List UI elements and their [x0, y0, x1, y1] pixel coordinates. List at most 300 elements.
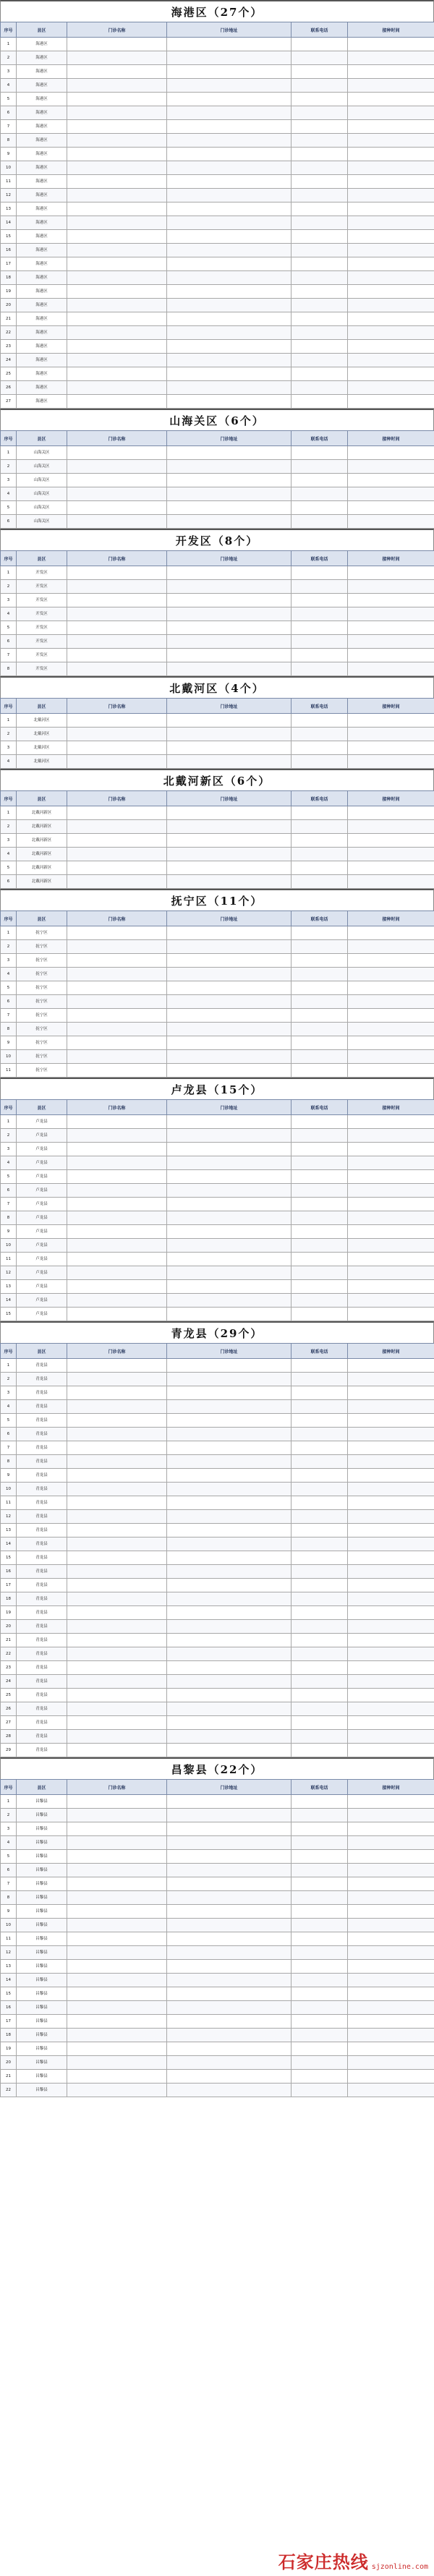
county-cell: 青龙县: [17, 1634, 67, 1647]
table-header-row: [1, 1780, 434, 1795]
clinic-address-cell: [167, 271, 292, 285]
table-row: [1, 714, 434, 728]
phone-cell: [292, 1850, 348, 1864]
phone-cell: [292, 861, 348, 875]
hours-cell: [348, 1400, 434, 1414]
table-row: [1, 848, 434, 861]
clinic-address-cell: [167, 1386, 292, 1400]
hours-cell: [348, 216, 434, 230]
clinic-name-cell: [67, 1386, 167, 1400]
column-header: 门诊地址: [167, 791, 292, 806]
hours-cell: [348, 1170, 434, 1184]
hours-cell: [348, 1987, 434, 2001]
hours-cell: [348, 1836, 434, 1850]
row-number: 11: [1, 1064, 17, 1078]
table-row: [1, 1592, 434, 1606]
clinic-name-cell: [67, 728, 167, 741]
phone-cell: [292, 354, 348, 367]
table-row: [1, 38, 434, 51]
clinic-table: [0, 550, 434, 676]
section-title: 海港区（27个）: [0, 0, 434, 22]
phone-cell: [292, 580, 348, 594]
clinic-name-cell: [67, 354, 167, 367]
county-cell: 海港区: [17, 38, 67, 51]
clinic-address-cell: [167, 1960, 292, 1974]
table-row: [1, 216, 434, 230]
table-row: [1, 65, 434, 79]
clinic-address-cell: [167, 1647, 292, 1661]
county-cell: 昌黎县: [17, 1850, 67, 1864]
table-row: [1, 1414, 434, 1428]
row-number: 18: [1, 1592, 17, 1606]
clinic-name-cell: [67, 1809, 167, 1822]
clinic-name-cell: [67, 299, 167, 312]
clinic-name-cell: [67, 820, 167, 834]
section-title: 抚宁区（11个）: [0, 889, 434, 910]
phone-cell: [292, 1702, 348, 1716]
hours-cell: [348, 1294, 434, 1308]
clinic-name-cell: [67, 1675, 167, 1689]
clinic-address-cell: [167, 354, 292, 367]
row-number: 26: [1, 381, 17, 395]
hours-cell: [348, 2042, 434, 2056]
row-number: 11: [1, 175, 17, 189]
clinic-name-cell: [67, 1592, 167, 1606]
row-number: 13: [1, 1524, 17, 1538]
table-row: [1, 1023, 434, 1036]
county-cell: 昌黎县: [17, 2042, 67, 2056]
clinic-name-cell: [67, 1225, 167, 1239]
table-row: [1, 1496, 434, 1510]
clinic-name-cell: [67, 1647, 167, 1661]
clinic-address-cell: [167, 1744, 292, 1757]
table-row: [1, 741, 434, 755]
hours-cell: [348, 1702, 434, 1716]
hours-cell: [348, 968, 434, 981]
county-cell: 青龙县: [17, 1359, 67, 1373]
phone-cell: [292, 367, 348, 381]
row-number: 1: [1, 714, 17, 728]
clinic-name-cell: [67, 1579, 167, 1592]
column-header: 县区: [17, 551, 67, 566]
clinic-address-cell: [167, 2070, 292, 2084]
table-row: [1, 244, 434, 257]
phone-cell: [292, 1400, 348, 1414]
clinic-name-cell: [67, 189, 167, 202]
clinic-address-cell: [167, 51, 292, 65]
clinic-name-cell: [67, 1496, 167, 1510]
phone-cell: [292, 728, 348, 741]
hours-cell: [348, 1469, 434, 1483]
hours-cell: [348, 954, 434, 968]
phone-cell: [292, 244, 348, 257]
table-row: [1, 51, 434, 65]
clinic-name-cell: [67, 446, 167, 460]
hours-cell: [348, 1551, 434, 1565]
clinic-address-cell: [167, 1143, 292, 1156]
row-number: 2: [1, 1373, 17, 1386]
table-row: [1, 2042, 434, 2056]
row-number: 6: [1, 875, 17, 889]
table-row: [1, 1115, 434, 1129]
county-cell: 北戴河区: [17, 728, 67, 741]
county-cell: 海港区: [17, 79, 67, 93]
hours-cell: [348, 1592, 434, 1606]
hours-cell: [348, 1036, 434, 1050]
clinic-address-cell: [167, 728, 292, 741]
column-header: 序号: [1, 1780, 17, 1795]
clinic-name-cell: [67, 1428, 167, 1441]
county-cell: 海港区: [17, 216, 67, 230]
hours-cell: [348, 714, 434, 728]
row-number: 8: [1, 662, 17, 676]
table-row: [1, 1946, 434, 1960]
phone-cell: [292, 1675, 348, 1689]
county-cell: 昌黎县: [17, 1960, 67, 1974]
clinic-address-cell: [167, 621, 292, 635]
column-header: 县区: [17, 1780, 67, 1795]
phone-cell: [292, 1987, 348, 2001]
watermark: [278, 2548, 428, 2573]
clinic-name-cell: [67, 271, 167, 285]
hours-cell: [348, 1579, 434, 1592]
clinic-address-cell: [167, 1905, 292, 1919]
column-header: 门诊名称: [67, 911, 167, 926]
clinic-address-cell: [167, 1428, 292, 1441]
county-cell: 卢龙县: [17, 1280, 67, 1294]
table-row: [1, 1400, 434, 1414]
phone-cell: [292, 120, 348, 134]
county-cell: 开发区: [17, 594, 67, 607]
row-number: 3: [1, 1386, 17, 1400]
phone-cell: [292, 395, 348, 409]
column-header: 县区: [17, 699, 67, 714]
row-number: 27: [1, 395, 17, 409]
hours-cell: [348, 1266, 434, 1280]
table-row: [1, 1850, 434, 1864]
hours-cell: [348, 1905, 434, 1919]
county-cell: 开发区: [17, 662, 67, 676]
row-number: 4: [1, 79, 17, 93]
column-header: 接种时间: [348, 551, 434, 566]
table-row: [1, 2001, 434, 2015]
clinic-address-cell: [167, 1400, 292, 1414]
table-row: [1, 1359, 434, 1373]
row-number: 18: [1, 2029, 17, 2042]
county-cell: 昌黎县: [17, 1822, 67, 1836]
clinic-name-cell: [67, 202, 167, 216]
hours-cell: [348, 1524, 434, 1538]
hours-cell: [348, 1023, 434, 1036]
table-row: [1, 834, 434, 848]
phone-cell: [292, 2015, 348, 2029]
clinic-name-cell: [67, 65, 167, 79]
clinic-name-cell: [67, 487, 167, 501]
clinic-name-cell: [67, 940, 167, 954]
phone-cell: [292, 1620, 348, 1634]
hours-cell: [348, 106, 434, 120]
phone-cell: [292, 79, 348, 93]
row-number: 14: [1, 1974, 17, 1987]
phone-cell: [292, 257, 348, 271]
county-cell: 卢龙县: [17, 1170, 67, 1184]
phone-cell: [292, 134, 348, 148]
clinic-address-cell: [167, 1795, 292, 1809]
row-number: 6: [1, 1184, 17, 1198]
phone-cell: [292, 148, 348, 161]
county-cell: 开发区: [17, 607, 67, 621]
table-row: [1, 1211, 434, 1225]
row-number: 21: [1, 312, 17, 326]
table-row: [1, 1129, 434, 1143]
phone-cell: [292, 1009, 348, 1023]
table-row: [1, 1716, 434, 1730]
table-row: [1, 875, 434, 889]
column-header: 县区: [17, 791, 67, 806]
county-cell: 青龙县: [17, 1579, 67, 1592]
hours-cell: [348, 38, 434, 51]
phone-cell: [292, 1919, 348, 1932]
table-row: [1, 326, 434, 340]
table-row: [1, 1730, 434, 1744]
clinic-name-cell: [67, 875, 167, 889]
district-section: [0, 0, 434, 409]
section-title: 卢龙县（15个）: [0, 1078, 434, 1099]
table-row: [1, 1239, 434, 1253]
phone-cell: [292, 1239, 348, 1253]
clinic-address-cell: [167, 1592, 292, 1606]
row-number: 10: [1, 161, 17, 175]
clinic-address-cell: [167, 1455, 292, 1469]
hours-cell: [348, 728, 434, 741]
table-row: [1, 2029, 434, 2042]
row-number: 21: [1, 1634, 17, 1647]
row-number: 4: [1, 755, 17, 769]
clinic-table: [0, 790, 434, 889]
clinic-address-cell: [167, 1850, 292, 1864]
clinic-name-cell: [67, 1836, 167, 1850]
column-header: 县区: [17, 911, 67, 926]
clinic-name-cell: [67, 1143, 167, 1156]
county-cell: 卢龙县: [17, 1308, 67, 1321]
county-cell: 海港区: [17, 106, 67, 120]
county-cell: 青龙县: [17, 1730, 67, 1744]
table-row: [1, 1620, 434, 1634]
table-row: [1, 1455, 434, 1469]
row-number: 22: [1, 1647, 17, 1661]
table-row: [1, 395, 434, 409]
table-row: [1, 566, 434, 580]
phone-cell: [292, 1483, 348, 1496]
column-header: 接种时间: [348, 791, 434, 806]
table-row: [1, 1634, 434, 1647]
clinic-name-cell: [67, 1795, 167, 1809]
clinic-name-cell: [67, 381, 167, 395]
table-row: [1, 1877, 434, 1891]
county-cell: 开发区: [17, 580, 67, 594]
column-header: 序号: [1, 431, 17, 446]
clinic-name-cell: [67, 1524, 167, 1538]
row-number: 5: [1, 1170, 17, 1184]
clinic-address-cell: [167, 326, 292, 340]
hours-cell: [348, 1156, 434, 1170]
hours-cell: [348, 1496, 434, 1510]
phone-cell: [292, 1266, 348, 1280]
clinic-name-cell: [67, 1156, 167, 1170]
clinic-name-cell: [67, 1974, 167, 1987]
column-header: 联系电话: [292, 551, 348, 566]
column-header: 序号: [1, 911, 17, 926]
hours-cell: [348, 981, 434, 995]
phone-cell: [292, 1716, 348, 1730]
county-cell: 青龙县: [17, 1510, 67, 1524]
clinic-name-cell: [67, 1551, 167, 1565]
clinic-address-cell: [167, 148, 292, 161]
phone-cell: [292, 1510, 348, 1524]
hours-cell: [348, 1675, 434, 1689]
hours-cell: [348, 1689, 434, 1702]
hours-cell: [348, 1891, 434, 1905]
row-number: 7: [1, 1009, 17, 1023]
table-row: [1, 2056, 434, 2070]
table-row: [1, 93, 434, 106]
hours-cell: [348, 79, 434, 93]
row-number: 6: [1, 995, 17, 1009]
county-cell: 青龙县: [17, 1496, 67, 1510]
table-row: [1, 1891, 434, 1905]
clinic-address-cell: [167, 1524, 292, 1538]
column-header: 门诊名称: [67, 1780, 167, 1795]
column-header: 联系电话: [292, 699, 348, 714]
table-row: [1, 1266, 434, 1280]
county-cell: 山海关区: [17, 446, 67, 460]
clinic-name-cell: [67, 161, 167, 175]
clinic-name-cell: [67, 2084, 167, 2097]
clinic-address-cell: [167, 1836, 292, 1850]
phone-cell: [292, 1689, 348, 1702]
clinic-name-cell: [67, 1253, 167, 1266]
clinic-name-cell: [67, 926, 167, 940]
column-header: 联系电话: [292, 431, 348, 446]
phone-cell: [292, 806, 348, 820]
table-row: [1, 621, 434, 635]
clinic-name-cell: [67, 566, 167, 580]
column-header: 接种时间: [348, 22, 434, 38]
table-row: [1, 1932, 434, 1946]
row-number: 2: [1, 1809, 17, 1822]
phone-cell: [292, 1455, 348, 1469]
phone-cell: [292, 1280, 348, 1294]
clinic-name-cell: [67, 834, 167, 848]
district-section: [0, 889, 434, 1078]
phone-cell: [292, 2070, 348, 2084]
clinic-name-cell: [67, 635, 167, 649]
hours-cell: [348, 1428, 434, 1441]
clinic-address-cell: [167, 515, 292, 529]
clinic-name-cell: [67, 1064, 167, 1078]
row-number: 3: [1, 834, 17, 848]
clinic-address-cell: [167, 1809, 292, 1822]
hours-cell: [348, 1225, 434, 1239]
row-number: 14: [1, 1538, 17, 1551]
row-number: 1: [1, 1359, 17, 1373]
clinic-table: [0, 430, 434, 529]
clinic-name-cell: [67, 312, 167, 326]
hours-cell: [348, 741, 434, 755]
clinic-address-cell: [167, 1064, 292, 1078]
row-number: 25: [1, 367, 17, 381]
hours-cell: [348, 460, 434, 474]
row-number: 21: [1, 2070, 17, 2084]
row-number: 3: [1, 1822, 17, 1836]
hours-cell: [348, 299, 434, 312]
table-row: [1, 134, 434, 148]
clinic-address-cell: [167, 1987, 292, 2001]
county-cell: 海港区: [17, 395, 67, 409]
hours-cell: [348, 312, 434, 326]
hours-cell: [348, 230, 434, 244]
table-row: [1, 1143, 434, 1156]
district-section: [0, 1757, 434, 2097]
hours-cell: [348, 474, 434, 487]
hours-cell: [348, 51, 434, 65]
clinic-name-cell: [67, 148, 167, 161]
column-header: 门诊地址: [167, 431, 292, 446]
hours-cell: [348, 134, 434, 148]
section-title: 昌黎县（22个）: [0, 1757, 434, 1779]
table-row: [1, 1441, 434, 1455]
table-row: [1, 635, 434, 649]
county-cell: 海港区: [17, 244, 67, 257]
table-row: [1, 79, 434, 93]
county-cell: 海港区: [17, 285, 67, 299]
phone-cell: [292, 1129, 348, 1143]
hours-cell: [348, 1620, 434, 1634]
county-cell: 昌黎县: [17, 1809, 67, 1822]
clinic-name-cell: [67, 501, 167, 515]
county-cell: 青龙县: [17, 1661, 67, 1675]
column-header: 序号: [1, 551, 17, 566]
clinic-name-cell: [67, 1441, 167, 1455]
clinic-address-cell: [167, 1239, 292, 1253]
row-number: 12: [1, 189, 17, 202]
clinic-name-cell: [67, 2056, 167, 2070]
county-cell: 抚宁区: [17, 1050, 67, 1064]
county-cell: 开发区: [17, 566, 67, 580]
hours-cell: [348, 257, 434, 271]
phone-cell: [292, 1905, 348, 1919]
clinic-name-cell: [67, 968, 167, 981]
phone-cell: [292, 834, 348, 848]
hours-cell: [348, 2029, 434, 2042]
phone-cell: [292, 1974, 348, 1987]
clinic-address-cell: [167, 79, 292, 93]
phone-cell: [292, 1023, 348, 1036]
phone-cell: [292, 1606, 348, 1620]
clinic-table: [0, 910, 434, 1078]
clinic-name-cell: [67, 1565, 167, 1579]
column-header: 序号: [1, 699, 17, 714]
county-cell: 抚宁区: [17, 940, 67, 954]
phone-cell: [292, 1661, 348, 1675]
clinic-address-cell: [167, 968, 292, 981]
clinic-address-cell: [167, 134, 292, 148]
county-cell: 青龙县: [17, 1414, 67, 1428]
table-row: [1, 1744, 434, 1757]
table-row: [1, 257, 434, 271]
clinic-name-cell: [67, 954, 167, 968]
county-cell: 抚宁区: [17, 1064, 67, 1078]
